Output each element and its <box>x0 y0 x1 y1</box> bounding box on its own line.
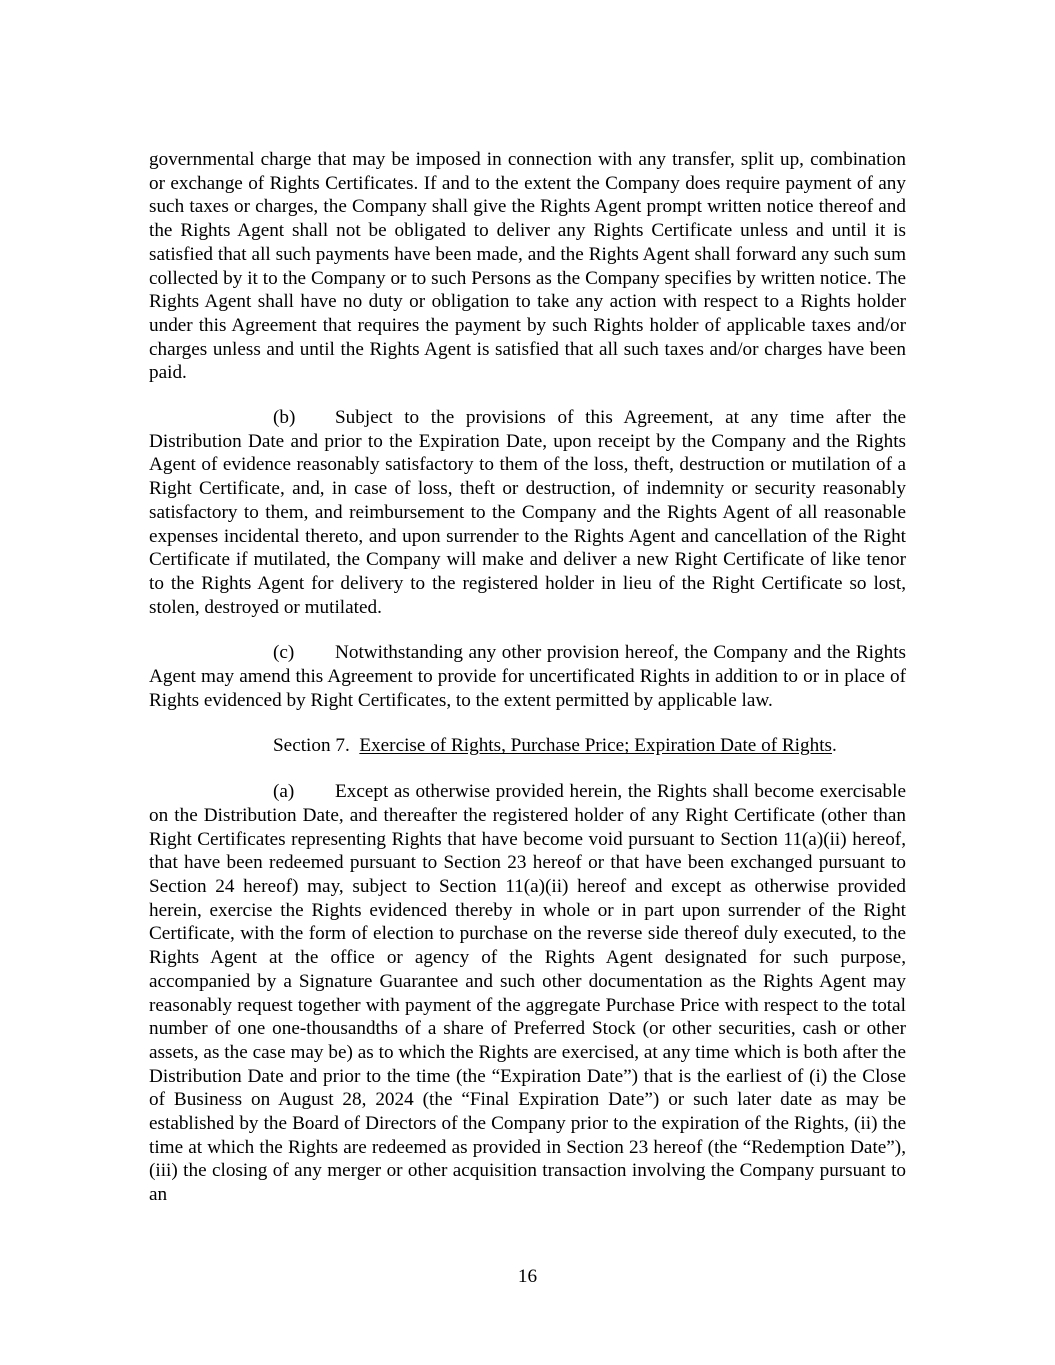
section-heading <box>149 734 906 758</box>
paragraph-b <box>149 406 906 619</box>
paragraph-label: (c) <box>273 642 295 664</box>
paragraph-c-text: Notwithstanding any other provision hereof, the Company and the Rights Agent may amend this Agreement to provide for uncertificated Rights in addition to or in place of Rights evidenced by Right Certificates, to the extent permitted by applicable law. <box>149 642 906 711</box>
paragraph-taxes-continued: governmental charge that may be imposed in connection with any transfer, split up, combination or exchange of Rights Certificates. If and to the extent the Company does require payment of any such taxes or charges, the Company shall give the Rights Agent prompt written notice thereof and the Rights Agent shall not be obligated to deliver any Rights Certificate unless and until it is satisfied that all such payments have been made, and the Rights Agent shall forward any such sum collected by it to the Company or to such Persons as the Company specifies by written notice. The Rights Agent shall have no duty or obligation to take any action with respect to a Rights holder under this Agreement that requires the payment by such Rights holder of applicable taxes and/or charges unless and until the Rights Agent is satisfied that all such taxes and/or charges have been paid. <box>149 149 906 384</box>
paragraph-b-text: Subject to the provisions of this Agreement, at any time after the Distribution Date and prior to the Expiration Date, upon receipt by the Company and the Rights Agent of evidence reasonably satisfactory to them of the loss, theft, destruction or mutilation of a Right Certificate, and, in case of loss, theft or destruction, of indemnity or security reasonably satisfactory to them, and reimbursement to the Company and the Rights Agent of all reasonable expenses incidental thereto, and upon surrender to the Rights Agent and cancellation of the Right Certificate if mutilated, the Company will make and deliver a new Right Certificate of like tenor to the Rights Agent for delivery to the registered holder in lieu of the Right Certificate so lost, stolen, destroyed or mutilated. <box>149 407 906 618</box>
paragraph-c <box>149 641 906 712</box>
section-number: Section 7. <box>273 735 350 757</box>
paragraph-label: (a) <box>273 781 295 803</box>
page-number: 16 <box>517 1266 538 1287</box>
paragraph-a <box>149 780 906 1207</box>
section-title: Exercise of Rights, Purchase Price; Expiration Date of Rights <box>359 735 832 757</box>
paragraph-a-text: Except as otherwise provided herein, the Rights shall become exercisable on the Distribution Date, and thereafter the registered holder of any Right Certificate (other than Right Certificates representing Rights that have become void pursuant to Section 11(a)(ii) hereof, that have been redeemed pursuant to Section 23 hereof or that have been exchanged pursuant to Section 24 hereof) may, subject to Section 11(a)(ii) hereof and except as otherwise provided herein, exercise the Rights evidenced thereby in whole or in part upon surrender of the Right Certificate, with the form of election to purchase on the reverse side thereof duly executed, to the Rights Agent at the office or agency of the Rights Agent designated for such purpose, accompanied by a Signature Guarantee and such other documentation as the Rights Agent may reasonably request together with payment of the aggregate Purchase Price with respect to the total number of one one-thousandths of a share of Preferred Stock (or other securities, cash or other assets, as the case may be) as to which the Rights are exercised, at any time which is both after the Distribution Date and prior to the time (the “Expiration Date”) that is the earliest of (i) the Close of Business on August 28, 2024 (the “Final Expiration Date”) or such later date as may be established by the Board of Directors of the Company prior to the expiration of the Rights, (ii) the time at which the Rights are redeemed as provided in Section 23 hereof (the “Redemption Date”), (iii) the closing of any merger or other acquisition transaction involving the Company pursuant to an <box>149 781 906 1206</box>
document-body <box>149 148 906 1229</box>
section-title-period: . <box>832 735 837 757</box>
paragraph-label: (b) <box>273 407 296 429</box>
